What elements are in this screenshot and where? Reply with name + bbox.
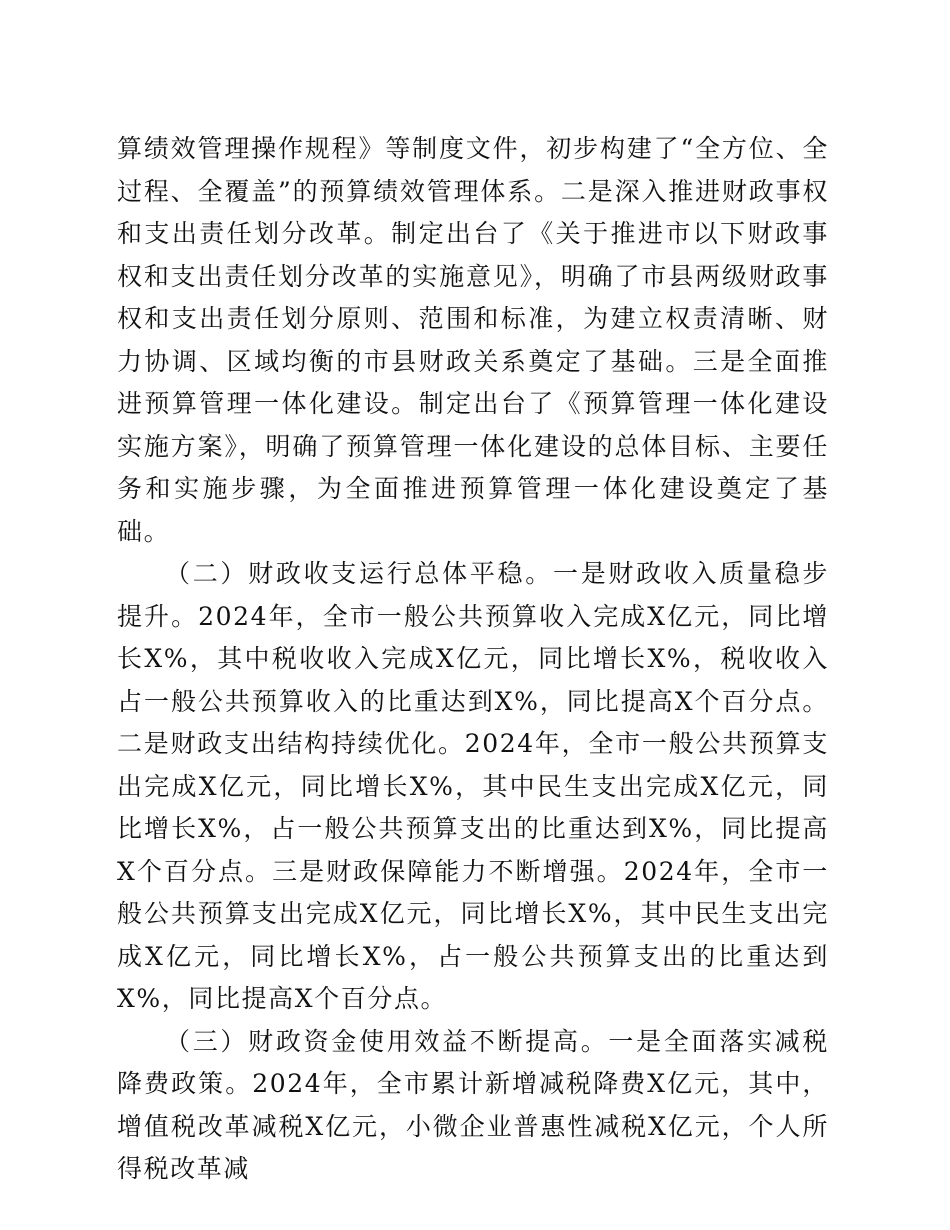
paragraph-section-3: （三）财政资金使用效益不断提高。一是全面落实减税降费政策。2024年，全市累计新增减税降费X亿元，其中，增值税改革减税X亿元，小微企业普惠性减税X亿元，个人所得税改革减 xyxy=(117,1026,829,1183)
paragraph-section-2: （二）财政收支运行总体平稳。一是财政收入质量稳步提升。2024年，全市一般公共预算收入完成X亿元，同比增长X%，其中税收收入完成X亿元，同比增长X%，税收收入占一般公共预算收入的比重达到X%，同比提高X个百分点。二是财政支出结构持续优化。2024年，全市一般公共预算支出完成X亿元，同比增长X%，其中民生支出完成X亿元，同比增长X%，占一般公共预算支出的比重达到X%，同比提高X个百分点。三是财政保障能力不断增强。2024年，全市一般公共预算支出完成X亿元，同比增长X%，其中民生支出完成X亿元，同比增长X%，占一般公共预算支出的比重达到X%，同比提高X个百分点。 xyxy=(117,559,829,1013)
document-body xyxy=(117,128,829,1191)
paragraph-continued: 算绩效管理操作规程》等制度文件，初步构建了“全方位、全过程、全覆盖”的预算绩效管理体系。二是深入推进财政事权和支出责任划分改革。制定出台了《关于推进市以下财政事权和支出责任划分改革的实施意见》，明确了市县两级财政事权和支出责任划分原则、范围和标准，为建立权责清晰、财力协调、区域均衡的市县财政关系奠定了基础。三是全面推进预算管理一体化建设。制定出台了《预算管理一体化建设实施方案》，明确了预算管理一体化建设的总体目标、主要任务和实施步骤，为全面推进预算管理一体化建设奠定了基础。 xyxy=(117,134,829,546)
